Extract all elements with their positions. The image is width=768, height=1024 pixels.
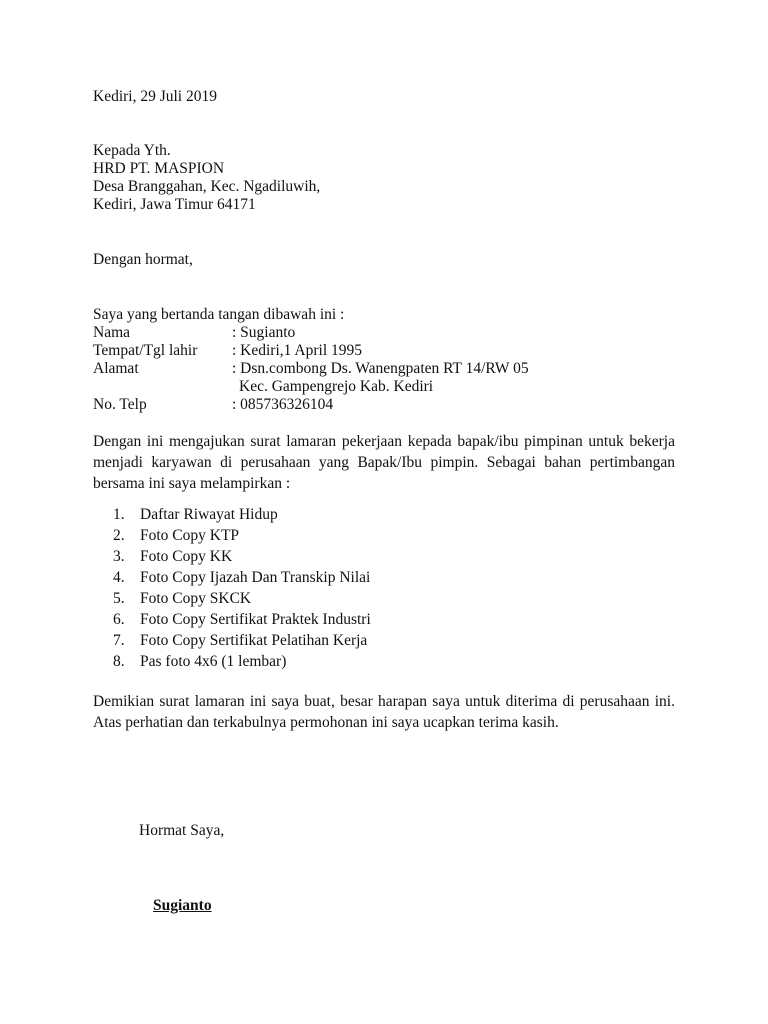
body-paragraph: Dengan ini mengajukan surat lamaran pekerjaan kepada bapak/ibu pimpinan untuk bekerja menjadi karyawan di perusahaan yang Bapak/Ibu pimpin. Sebagai bahan pertimbangan bersama ini saya melampirkan : (93, 433, 675, 492)
attachment-number: 6. (113, 611, 125, 628)
greeting: Dengan hormat, (93, 251, 193, 268)
closing-paragraph: Demikian surat lamaran ini saya buat, besar harapan saya untuk diterima di perusahaan ini. Atas perhatian dan terkabulnya permohonan ini saya ucapkan terima kasih. (93, 693, 675, 731)
attachment-text: Daftar Riwayat Hidup (140, 506, 278, 523)
attachment-text: Foto Copy Sertifikat Praktek Industri (140, 611, 371, 628)
identity-row-name (93, 324, 693, 342)
name-label: Nama (93, 324, 131, 341)
recipient-line-1: Kepada Yth. (93, 142, 171, 159)
attachment-item (113, 504, 278, 525)
attachment-item (113, 546, 232, 567)
attachment-text: Foto Copy KTP (140, 527, 240, 544)
attachment-text: Foto Copy Ijazah Dan Transkip Nilai (140, 569, 371, 586)
identity-row-birth (93, 342, 693, 360)
address-label: Alamat (93, 360, 139, 377)
attachment-number: 3. (113, 548, 125, 565)
attachment-text: Foto Copy Sertifikat Pelatihan Kerja (140, 632, 368, 649)
attachment-number: 8. (113, 653, 125, 670)
signature-name: Sugianto (153, 897, 212, 914)
address-value-continued: Kec. Gampengrejo Kab. Kediri (239, 378, 434, 395)
attachment-number: 7. (113, 632, 125, 649)
identity-row-address-cont (93, 378, 693, 396)
attachment-item (113, 525, 239, 546)
attachment-text: Pas foto 4x6 (1 lembar) (140, 653, 287, 670)
identity-row-phone (93, 396, 693, 414)
closing-salutation: Hormat Saya, (139, 822, 225, 839)
recipient-line-4: Kediri, Jawa Timur 64171 (93, 196, 256, 213)
attachment-number: 4. (113, 569, 125, 586)
birth-label: Tempat/Tgl lahir (93, 342, 198, 359)
birth-value: : Kediri,1 April 1995 (232, 342, 363, 359)
recipient-line-2: HRD PT. MASPION (93, 160, 225, 177)
phone-label: No. Telp (93, 396, 147, 413)
attachment-item (113, 630, 367, 651)
attachment-text: Foto Copy SKCK (140, 590, 252, 607)
recipient-line-3: Desa Branggahan, Kec. Ngadiluwih, (93, 178, 321, 195)
attachment-item (113, 609, 371, 630)
intro-line: Saya yang bertanda tangan dibawah ini : (93, 306, 345, 323)
attachment-number: 5. (113, 590, 125, 607)
place-date: Kediri, 29 Juli 2019 (93, 88, 217, 105)
attachment-text: Foto Copy KK (140, 548, 233, 565)
attachment-item (113, 567, 370, 588)
address-value: : Dsn.combong Ds. Wanengpaten RT 14/RW 05 (232, 360, 529, 377)
attachment-number: 2. (113, 527, 125, 544)
identity-row-address (93, 360, 693, 378)
attachment-number: 1. (113, 506, 125, 523)
phone-value: : 085736326104 (232, 396, 334, 413)
attachment-item (113, 588, 251, 609)
name-value: : Sugianto (232, 324, 296, 341)
attachment-item (113, 651, 286, 672)
